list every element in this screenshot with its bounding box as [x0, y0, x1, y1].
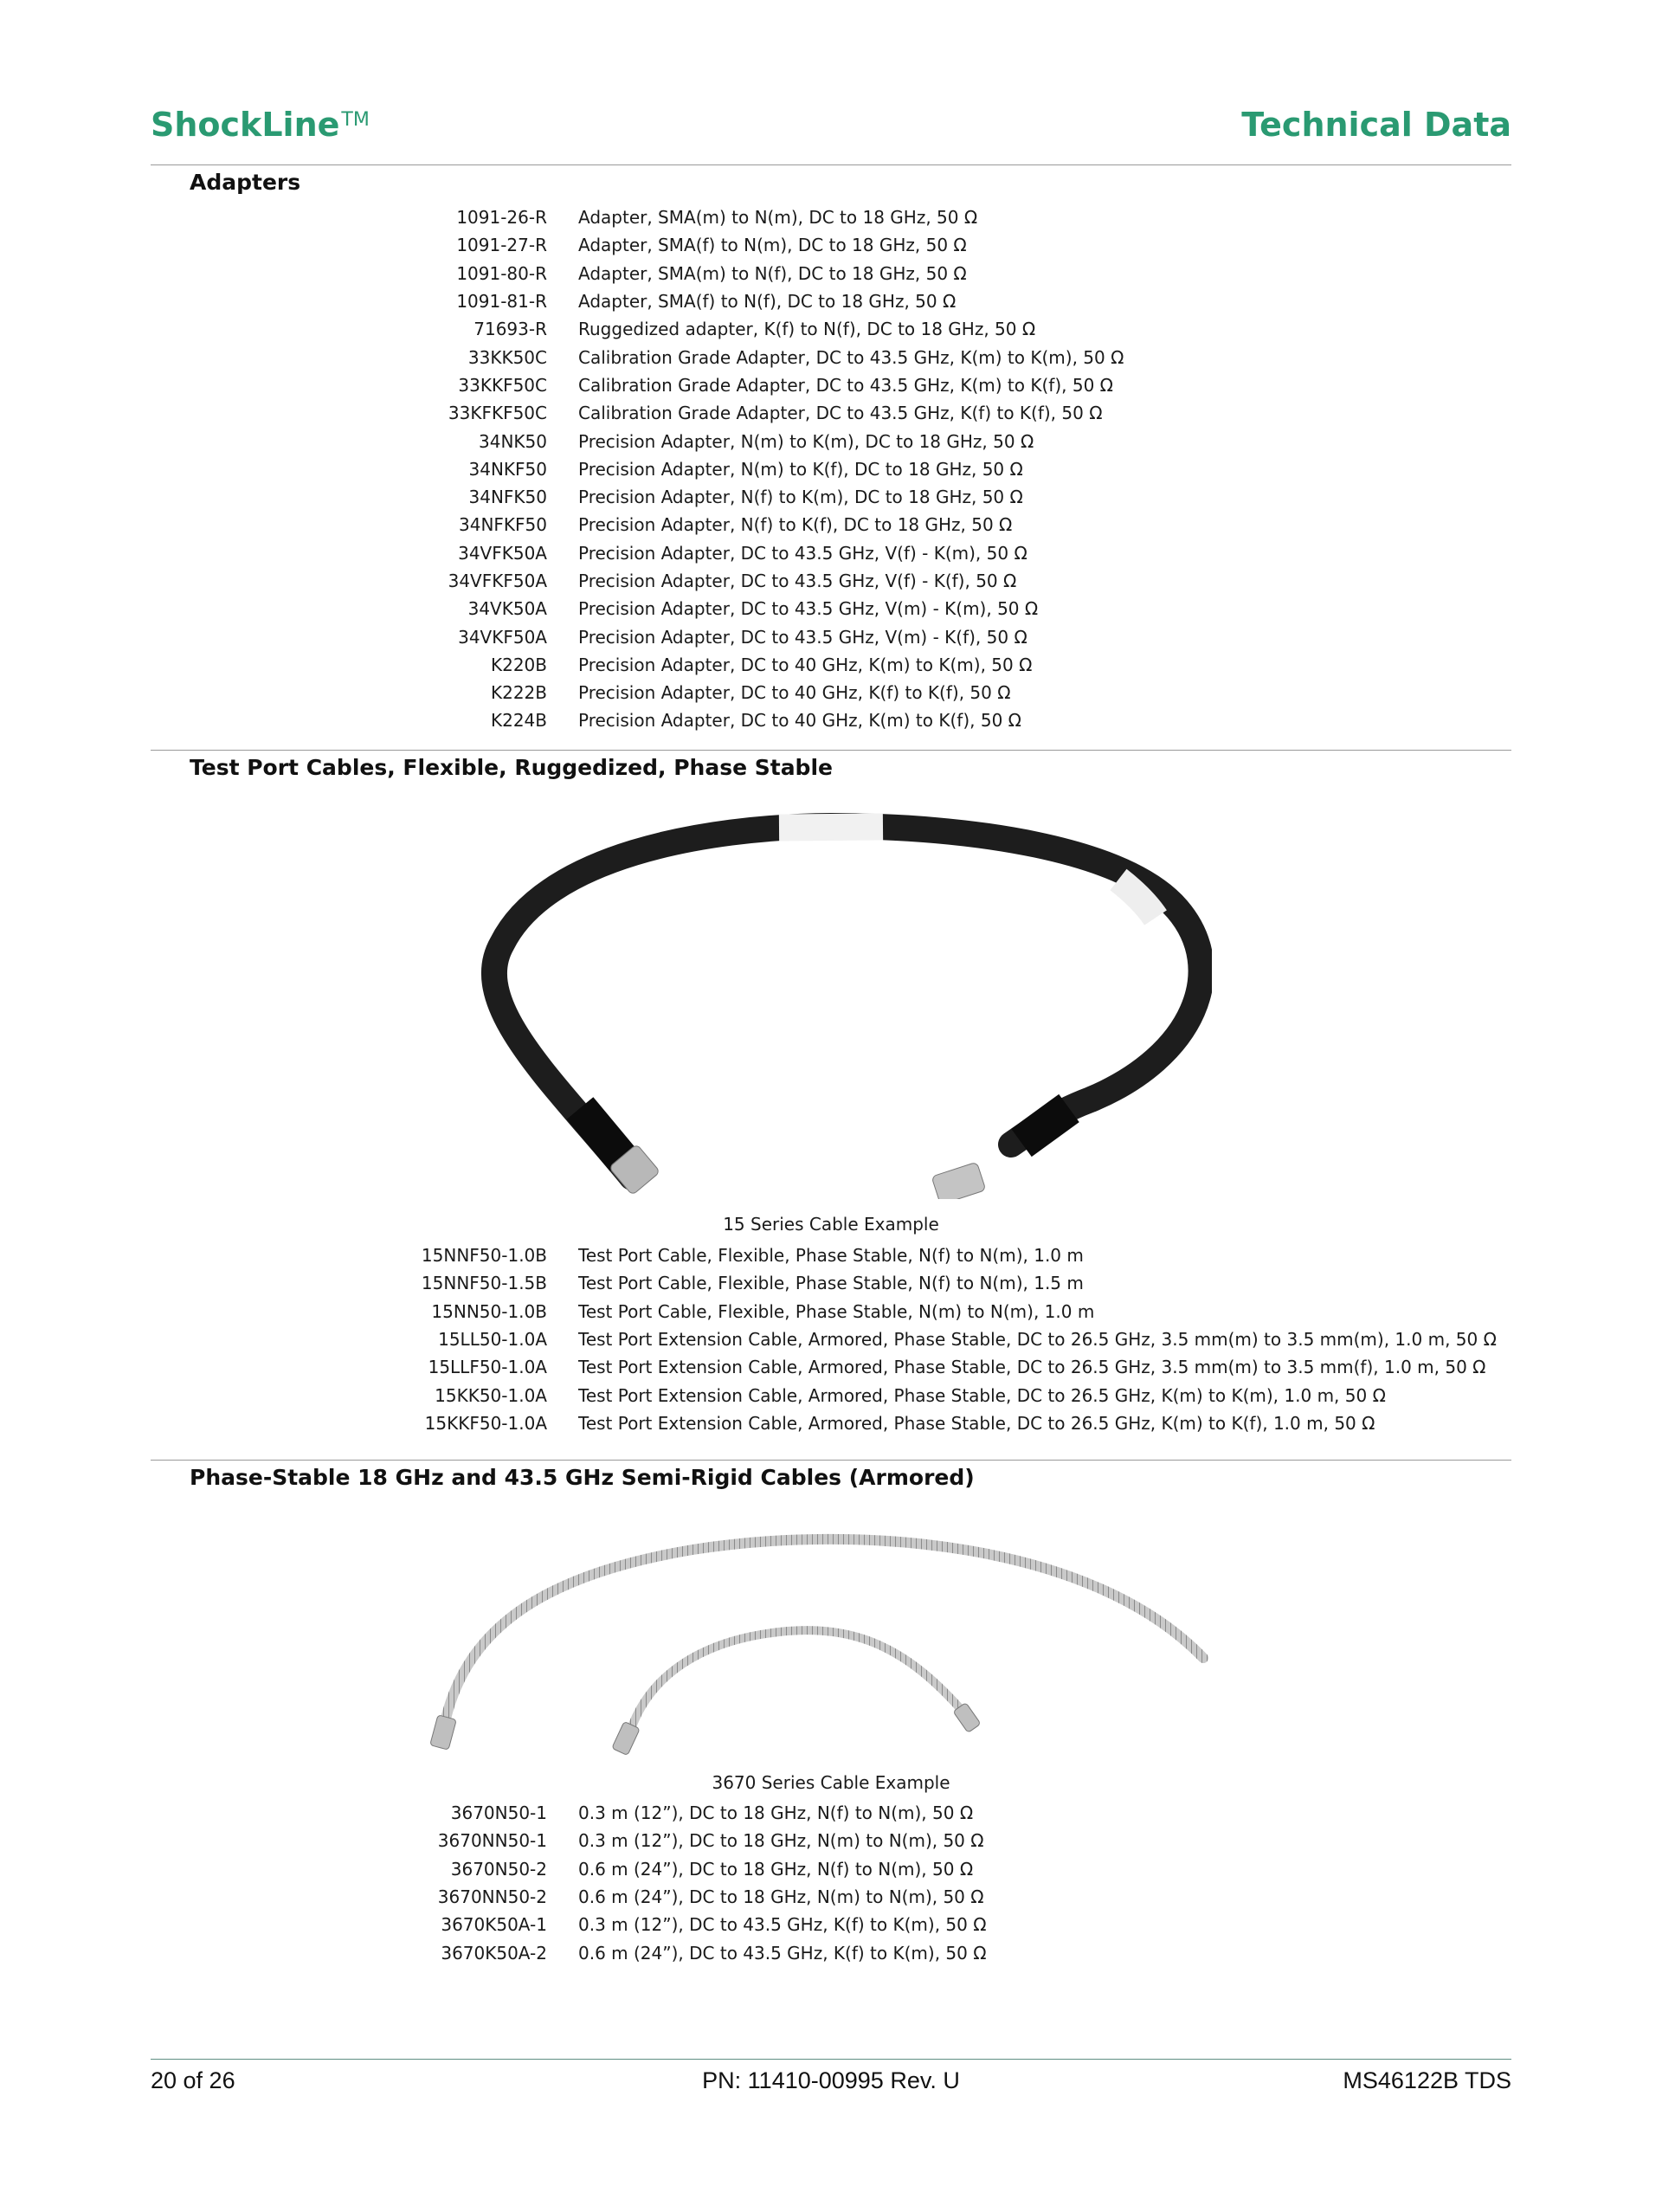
section-divider — [151, 1460, 1511, 1461]
header-divider — [151, 164, 1511, 165]
document-id: MS46122B TDS — [1343, 2067, 1511, 2093]
part-number-cell: K222B — [490, 682, 547, 704]
table-row — [151, 511, 1536, 538]
table-row — [151, 706, 1536, 734]
brand-name: ShockLine — [151, 106, 340, 144]
part-number-cell: 3670K50A-2 — [441, 1942, 547, 1964]
description-cell: Precision Adapter, DC to 40 GHz, K(m) to K(m), 50 Ω — [578, 654, 1033, 675]
table-row — [151, 260, 1536, 287]
part-number-cell: 15KKF50-1.0A — [424, 1412, 547, 1434]
adapters-list — [151, 203, 1536, 735]
description-cell: 0.6 m (24”), DC to 18 GHz, N(f) to N(m), 50 Ω — [578, 1858, 974, 1880]
description-cell: Adapter, SMA(m) to N(f), DC to 18 GHz, 50 Ω — [578, 262, 967, 284]
table-row — [151, 343, 1536, 371]
description-cell: Precision Adapter, N(f) to K(f), DC to 18 GHz, 50 Ω — [578, 514, 1013, 536]
short-armored-cable — [630, 1630, 965, 1732]
section-title-test-port-cables: Test Port Cables, Flexible, Ruggedized, Phase Stable — [190, 755, 833, 780]
page-number: 20 of 26 — [151, 2067, 235, 2093]
table-row — [151, 203, 1536, 231]
part-number-cell: 3670N50-2 — [450, 1858, 547, 1880]
cable-3670-series-image — [407, 1502, 1272, 1762]
table-row — [151, 1911, 1536, 1938]
table-row — [151, 539, 1536, 567]
section-divider — [151, 750, 1511, 751]
description-cell: Adapter, SMA(m) to N(m), DC to 18 GHz, 50 Ω — [578, 207, 978, 229]
table-row — [151, 622, 1536, 650]
semi-rigid-cables-list — [151, 1799, 1536, 1967]
description-cell: 0.3 m (12”), DC to 18 GHz, N(m) to N(m), 50 Ω — [578, 1830, 984, 1852]
trademark-mark: TM — [341, 109, 370, 131]
table-row — [151, 595, 1536, 622]
table-row — [151, 679, 1536, 706]
description-cell: Precision Adapter, DC to 43.5 GHz, V(f) - K(m), 50 Ω — [578, 542, 1027, 564]
description-cell: 0.6 m (24”), DC to 18 GHz, N(m) to N(m), 50 Ω — [578, 1886, 984, 1908]
table-row — [151, 371, 1536, 399]
cable-label-band — [779, 827, 883, 828]
part-number-cell: 34NK50 — [479, 430, 547, 452]
figure-caption: 15 Series Cable Example — [723, 1214, 939, 1235]
brand-title — [151, 106, 370, 144]
description-cell: Precision Adapter, DC to 43.5 GHz, V(m) - K(f), 50 Ω — [578, 626, 1027, 648]
table-row — [151, 483, 1536, 511]
description-cell: Adapter, SMA(f) to N(f), DC to 18 GHz, 50 Ω — [578, 291, 957, 313]
part-number: PN: 11410-00995 Rev. U — [702, 2067, 960, 2093]
table-row — [151, 567, 1536, 595]
table-row — [151, 651, 1536, 679]
description-cell: Ruggedized adapter, K(f) to N(f), DC to 18 GHz, 50 Ω — [578, 319, 1036, 340]
part-number-cell: 15NNF50-1.5B — [421, 1273, 547, 1294]
description-cell: Calibration Grade Adapter, DC to 43.5 GHz, K(m) to K(m), 50 Ω — [578, 346, 1124, 368]
table-row — [151, 287, 1536, 315]
section-title-adapters: Adapters — [190, 170, 301, 195]
table-row — [151, 1938, 1536, 1966]
table-row — [151, 1298, 1536, 1325]
part-number-cell: 15KK50-1.0A — [435, 1384, 547, 1406]
description-cell: Test Port Extension Cable, Armored, Phase Stable, DC to 26.5 GHz, 3.5 mm(m) to 3.5 mm(f), 1.0 m, 50 Ω — [578, 1357, 1486, 1378]
part-number-cell: K220B — [490, 654, 547, 675]
table-row — [151, 455, 1536, 483]
description-cell: Test Port Cable, Flexible, Phase Stable, N(m) to N(m), 1.0 m — [578, 1300, 1095, 1322]
table-row — [151, 1855, 1536, 1883]
table-row — [151, 1353, 1536, 1381]
table-row — [151, 427, 1536, 455]
description-cell: Precision Adapter, DC to 40 GHz, K(f) to K(f), 50 Ω — [578, 682, 1011, 704]
part-number-cell: 15NN50-1.0B — [431, 1300, 547, 1322]
part-number-cell: 15LL50-1.0A — [438, 1329, 547, 1351]
description-cell: Test Port Cable, Flexible, Phase Stable, N(f) to N(m), 1.5 m — [578, 1273, 1084, 1294]
description-cell: Precision Adapter, DC to 40 GHz, K(m) to K(f), 50 Ω — [578, 710, 1021, 732]
description-cell: Calibration Grade Adapter, DC to 43.5 GHz, K(m) to K(f), 50 Ω — [578, 374, 1113, 396]
description-cell: Adapter, SMA(f) to N(m), DC to 18 GHz, 50 Ω — [578, 235, 967, 256]
connector-left-short — [612, 1721, 640, 1755]
part-number-cell: 1091-81-R — [456, 291, 547, 313]
table-row — [151, 1269, 1536, 1297]
figure-caption: 3670 Series Cable Example — [712, 1772, 950, 1793]
part-number-cell: 34NFK50 — [468, 487, 547, 508]
table-row — [151, 1883, 1536, 1911]
table-row — [151, 1241, 1536, 1269]
description-cell: Precision Adapter, DC to 43.5 GHz, V(f) - K(f), 50 Ω — [578, 571, 1017, 591]
description-cell: Precision Adapter, N(m) to K(m), DC to 18 GHz, 50 Ω — [578, 430, 1034, 452]
cable-15-series-image — [450, 796, 1212, 1199]
footer-divider — [151, 2059, 1511, 2060]
part-number-cell: 3670NN50-2 — [437, 1886, 547, 1908]
part-number-cell: 33KKF50C — [458, 374, 547, 396]
part-number-cell: 3670N50-1 — [450, 1802, 547, 1824]
connector-left-long — [430, 1715, 457, 1750]
part-number-cell: 15NNF50-1.0B — [421, 1245, 547, 1267]
description-cell: Precision Adapter, N(f) to K(m), DC to 18 GHz, 50 Ω — [578, 487, 1023, 508]
n-female-connector — [931, 1162, 986, 1199]
section-title-semi-rigid-cables: Phase-Stable 18 GHz and 43.5 GHz Semi-Rigid Cables (Armored) — [190, 1465, 975, 1490]
table-row — [151, 231, 1536, 259]
description-cell: 0.3 m (12”), DC to 43.5 GHz, K(f) to K(m), 50 Ω — [578, 1914, 987, 1936]
description-cell: Test Port Extension Cable, Armored, Phase Stable, DC to 26.5 GHz, 3.5 mm(m) to 3.5 mm(m), 1.0 m, 50 Ω — [578, 1329, 1497, 1351]
table-row — [151, 1827, 1536, 1854]
description-cell: Test Port Extension Cable, Armored, Phase Stable, DC to 26.5 GHz, K(m) to K(m), 1.0 m, 50 Ω — [578, 1384, 1386, 1406]
part-number-cell: 15LLF50-1.0A — [428, 1357, 547, 1378]
part-number-cell: 1091-80-R — [456, 262, 547, 284]
part-number-cell: 71693-R — [473, 319, 547, 340]
connector-boot-left — [580, 1108, 623, 1160]
description-cell: Calibration Grade Adapter, DC to 43.5 GHz, K(f) to K(f), 50 Ω — [578, 403, 1103, 424]
description-cell: Test Port Extension Cable, Armored, Phase Stable, DC to 26.5 GHz, K(m) to K(f), 1.0 m, 50 Ω — [578, 1412, 1375, 1434]
part-number-cell: K224B — [490, 710, 547, 732]
table-row — [151, 1325, 1536, 1353]
table-row — [151, 1409, 1536, 1437]
part-number-cell: 33KFKF50C — [448, 403, 547, 424]
description-cell: Precision Adapter, DC to 43.5 GHz, V(m) - K(m), 50 Ω — [578, 598, 1039, 620]
part-number-cell: 33KK50C — [467, 346, 547, 368]
description-cell: Precision Adapter, N(m) to K(f), DC to 18 GHz, 50 Ω — [578, 458, 1023, 480]
description-cell: Test Port Cable, Flexible, Phase Stable, N(f) to N(m), 1.0 m — [578, 1245, 1084, 1267]
connector-boot-right — [1021, 1108, 1069, 1143]
part-number-cell: 3670NN50-1 — [437, 1830, 547, 1852]
part-number-cell: 1091-27-R — [456, 235, 547, 256]
part-number-cell: 34VFKF50A — [448, 571, 547, 591]
part-number-cell: 34NFKF50 — [459, 514, 547, 536]
part-number-cell: 34NKF50 — [468, 458, 547, 480]
table-row — [151, 1381, 1536, 1409]
test-port-cables-list — [151, 1241, 1536, 1437]
table-row — [151, 399, 1536, 427]
part-number-cell: 34VK50A — [467, 598, 547, 620]
document-type: Technical Data — [1241, 106, 1511, 144]
table-row — [151, 315, 1536, 343]
part-number-cell: 3670K50A-1 — [441, 1914, 547, 1936]
part-number-cell: 1091-26-R — [456, 207, 547, 229]
description-cell: 0.3 m (12”), DC to 18 GHz, N(f) to N(m), 50 Ω — [578, 1802, 974, 1824]
description-cell: 0.6 m (24”), DC to 43.5 GHz, K(f) to K(m), 50 Ω — [578, 1942, 987, 1964]
part-number-cell: 34VKF50A — [458, 626, 547, 648]
table-row — [151, 1799, 1536, 1827]
part-number-cell: 34VFK50A — [458, 542, 547, 564]
